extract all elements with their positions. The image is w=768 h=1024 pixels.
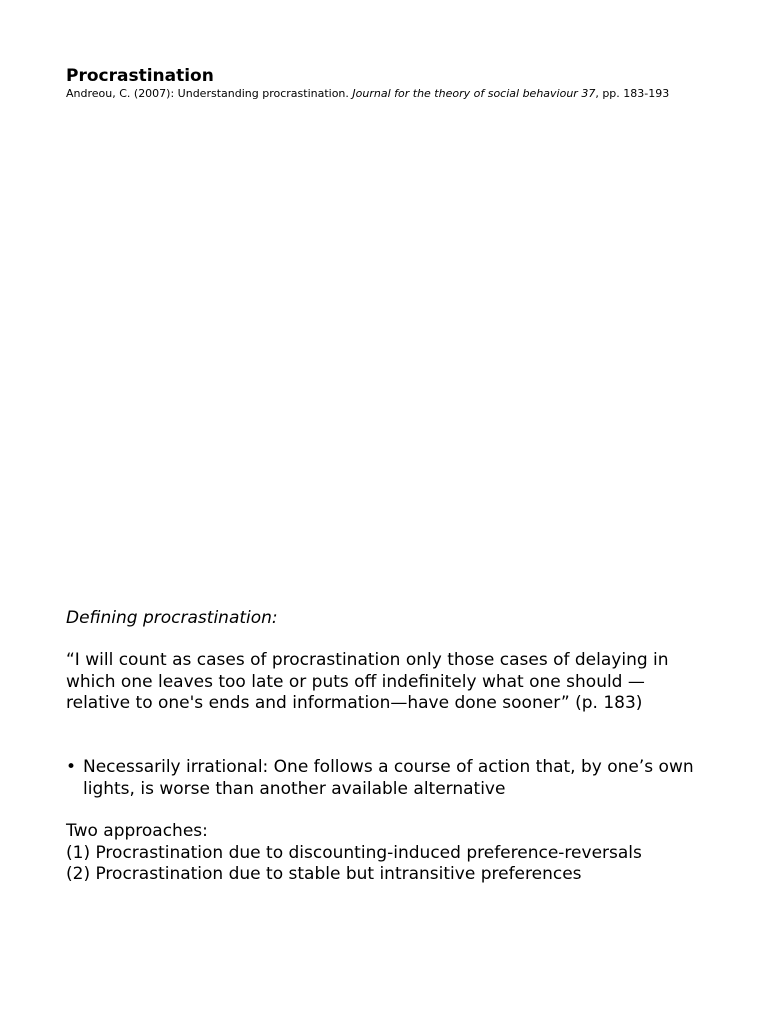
citation-authors: Andreou, C. (2007): Understanding procrastination. <box>66 87 353 100</box>
definition-quote: “I will count as cases of procrastination only those cases of delaying in which one leaves too late or puts off indefinitely what one should —relative to one's ends and information—have done sooner” (p. 183) <box>66 650 669 713</box>
approach-item-1: (1) Procrastination due to discounting-induced preference-reversals <box>66 842 642 863</box>
page-title: Procrastination <box>66 66 214 86</box>
citation-journal: Journal for the theory of social behaviour 37 <box>352 87 596 100</box>
section-heading: Defining procrastination: <box>66 608 278 628</box>
bullet-list <box>66 757 706 800</box>
bullet-text: Necessarily irrational: One follows a course of action that, by one’s own lights, is worse than another available alternative <box>83 757 694 799</box>
bullet-item <box>66 757 706 800</box>
approaches-heading: Two approaches: <box>66 821 208 841</box>
approach-item-2: (2) Procrastination due to stable but intransitive preferences <box>66 864 582 884</box>
approaches-block <box>66 821 706 886</box>
citation-pages: , pp. 183-193 <box>595 87 670 100</box>
citation <box>66 87 669 101</box>
bullet-marker: • <box>66 757 77 777</box>
